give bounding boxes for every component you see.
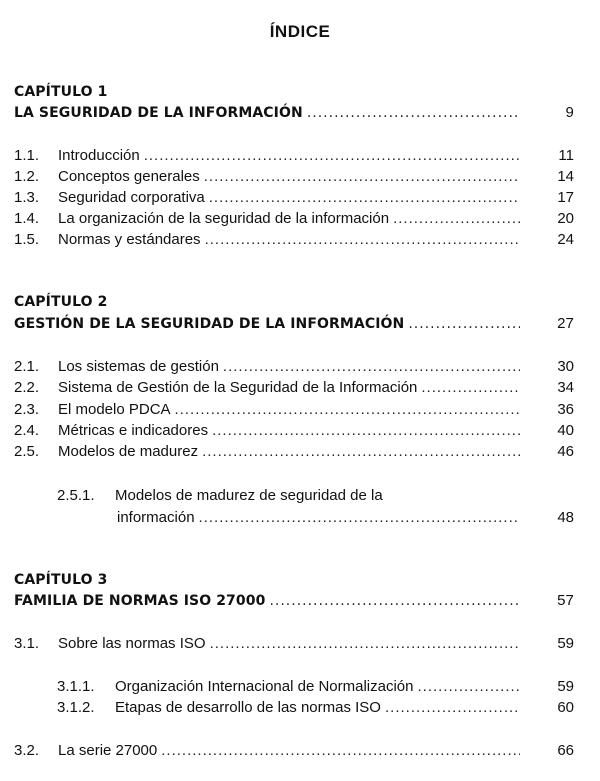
page-number: 48 bbox=[557, 509, 574, 526]
section-title: El modelo PDCA bbox=[58, 401, 171, 418]
leader-dots bbox=[385, 698, 520, 718]
leader-dots bbox=[205, 230, 520, 250]
page-number: 34 bbox=[557, 379, 574, 396]
page-number: 30 bbox=[557, 358, 574, 375]
leader-dots bbox=[393, 209, 520, 229]
toc-entry-2-5-1-line1 bbox=[57, 486, 383, 506]
section-number: 2.3. bbox=[14, 401, 40, 418]
page-number: 11 bbox=[558, 147, 574, 164]
page-number: 27 bbox=[557, 315, 574, 332]
page-number: 59 bbox=[557, 635, 574, 652]
toc-entry-3-1-2 bbox=[57, 698, 574, 718]
leader-dots bbox=[421, 378, 520, 398]
section-title: Introducción bbox=[58, 147, 140, 164]
chapter-heading-text: GESTIÓN DE LA SEGURIDAD DE LA INFORMACIÓN bbox=[14, 316, 405, 332]
chapter-label-text: CAPÍTULO 1 bbox=[14, 84, 108, 100]
section-number: 3.2. bbox=[14, 742, 40, 759]
leader-dots bbox=[144, 146, 520, 166]
toc-entry-1-3 bbox=[14, 188, 574, 208]
page-number: 9 bbox=[565, 104, 574, 121]
section-title: Los sistemas de gestión bbox=[58, 358, 219, 375]
section-title: Métricas e indicadores bbox=[58, 422, 209, 439]
section-number: 1.5. bbox=[14, 231, 40, 248]
section-number: 2.2. bbox=[14, 379, 40, 396]
leader-dots bbox=[175, 400, 520, 420]
toc-entry-1-4 bbox=[14, 209, 574, 229]
leader-dots bbox=[307, 103, 520, 123]
toc-entry-3-2 bbox=[14, 741, 574, 761]
leader-dots bbox=[269, 591, 520, 611]
section-title: Normas y estándares bbox=[58, 231, 201, 248]
toc-entry-2-2 bbox=[14, 378, 574, 398]
toc-entry-1-5 bbox=[14, 230, 574, 250]
chapter-label-text: CAPÍTULO 2 bbox=[14, 294, 108, 310]
subsection-number: 3.1.2. bbox=[57, 699, 95, 716]
leader-dots bbox=[199, 508, 520, 528]
toc-entry-1-1 bbox=[14, 146, 574, 166]
chapter-2-heading bbox=[14, 314, 574, 334]
page-title: ÍNDICE bbox=[269, 22, 331, 41]
subsection-title-continued: información bbox=[117, 509, 195, 526]
chapter-3-label bbox=[14, 570, 574, 590]
chapter-heading-text: FAMILIA DE NORMAS ISO 27000 bbox=[14, 593, 266, 609]
chapter-label-text: CAPÍTULO 3 bbox=[14, 572, 108, 588]
section-number: 2.5. bbox=[14, 443, 40, 460]
leader-dots bbox=[408, 314, 520, 334]
section-title: Modelos de madurez bbox=[58, 443, 199, 460]
toc-entry-1-2 bbox=[14, 167, 574, 187]
page-number: 40 bbox=[557, 422, 574, 439]
toc-entry-2-5-1-line2 bbox=[117, 508, 574, 528]
page-number: 36 bbox=[557, 401, 574, 418]
section-number: 1.2. bbox=[14, 168, 40, 185]
section-number: 1.4. bbox=[14, 210, 40, 227]
page-number: 46 bbox=[557, 443, 574, 460]
leader-dots bbox=[204, 167, 520, 187]
chapter-1-label bbox=[14, 82, 574, 102]
section-number: 2.1. bbox=[14, 358, 40, 375]
chapter-2-label bbox=[14, 292, 574, 312]
section-title: La organización de la seguridad de la información bbox=[58, 210, 390, 227]
toc-entry-2-1 bbox=[14, 357, 574, 377]
section-title: Sobre las normas ISO bbox=[58, 635, 206, 652]
toc-entry-3-1 bbox=[14, 634, 574, 654]
leader-dots bbox=[212, 421, 520, 441]
chapter-3-heading bbox=[14, 591, 574, 611]
subsection-number: 3.1.1. bbox=[57, 678, 95, 695]
page-number: 14 bbox=[557, 168, 574, 185]
page-number: 59 bbox=[557, 678, 574, 695]
leader-dots bbox=[202, 442, 520, 462]
chapter-heading-text: LA SEGURIDAD DE LA INFORMACIÓN bbox=[14, 105, 303, 121]
toc-entry-2-3 bbox=[14, 400, 574, 420]
leader-dots bbox=[161, 741, 520, 761]
section-title: Conceptos generales bbox=[58, 168, 200, 185]
leader-dots bbox=[209, 188, 520, 208]
subsection-title: Modelos de madurez de seguridad de la bbox=[115, 487, 383, 504]
subsection-title: Etapas de desarrollo de las normas ISO bbox=[115, 699, 381, 716]
section-number: 1.3. bbox=[14, 189, 40, 206]
chapter-1-heading bbox=[14, 103, 574, 123]
leader-dots bbox=[223, 357, 520, 377]
page-number: 17 bbox=[557, 189, 574, 206]
subsection-number: 2.5.1. bbox=[57, 487, 95, 504]
section-number: 2.4. bbox=[14, 422, 40, 439]
page-number: 24 bbox=[557, 231, 574, 248]
subsection-title: Organización Internacional de Normalización bbox=[115, 678, 414, 695]
section-number: 3.1. bbox=[14, 635, 40, 652]
section-title: La serie 27000 bbox=[58, 742, 158, 759]
page-number: 57 bbox=[557, 592, 574, 609]
toc-entry-2-5 bbox=[14, 442, 574, 462]
toc-entry-3-1-1 bbox=[57, 677, 574, 697]
section-number: 1.1. bbox=[14, 147, 40, 164]
section-title: Seguridad corporativa bbox=[58, 189, 205, 206]
leader-dots bbox=[418, 677, 521, 697]
leader-dots bbox=[210, 634, 520, 654]
page-number: 60 bbox=[557, 699, 574, 716]
toc-entry-2-4 bbox=[14, 421, 574, 441]
section-title: Sistema de Gestión de la Seguridad de la Información bbox=[58, 379, 418, 396]
page-number: 66 bbox=[557, 742, 574, 759]
page-number: 20 bbox=[557, 210, 574, 227]
